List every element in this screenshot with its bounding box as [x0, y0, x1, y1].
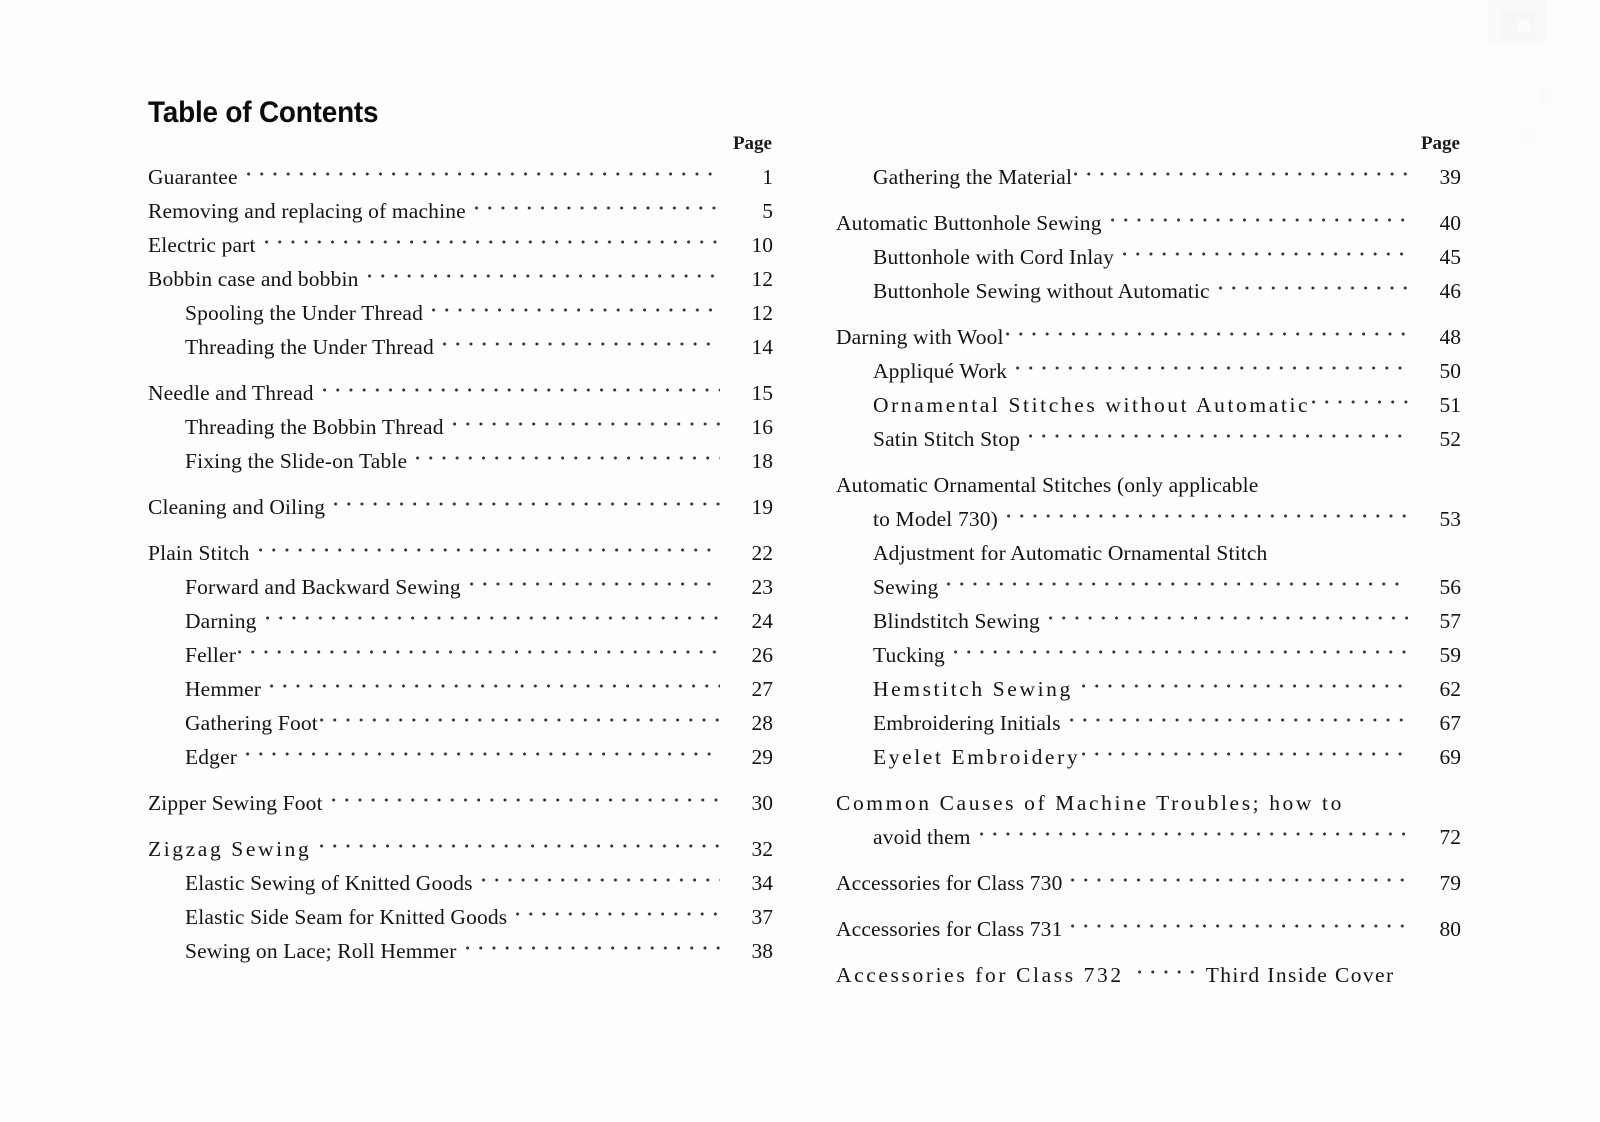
toc-entry-label: Gathering the Material — [873, 165, 1073, 189]
toc-entry-label: Accessories for Class 731 — [836, 917, 1063, 941]
toc-entry[interactable] — [836, 740, 1461, 774]
dot-leader — [475, 200, 720, 216]
toc-entry-label: Blindstitch Sewing — [873, 609, 1040, 633]
dot-leader — [1006, 326, 1408, 342]
toc-entry-label: Feller — [185, 643, 237, 667]
toc-entry-label: Buttonhole with Cord Inlay — [873, 245, 1114, 269]
dot-leader — [332, 792, 720, 808]
toc-entry-label: Electric part — [148, 233, 256, 257]
toc-entry[interactable] — [148, 444, 773, 478]
toc-entry-page: 5 — [762, 199, 773, 223]
toc-entry-page: 10 — [751, 233, 773, 257]
toc-entry-page: 56 — [1439, 575, 1461, 599]
toc-entry-label: Satin Stitch Stop — [873, 427, 1021, 451]
toc-entry-continuation[interactable] — [836, 570, 1461, 604]
dot-leader — [453, 416, 720, 432]
toc-entry-continuation[interactable] — [836, 502, 1461, 536]
toc-entry-label: to Model 730) — [873, 507, 998, 531]
dot-leader — [368, 268, 721, 284]
dot-leader — [1029, 428, 1408, 444]
toc-entry-page: 40 — [1439, 211, 1461, 235]
dot-leader — [320, 712, 720, 728]
dot-leader — [466, 940, 720, 956]
dot-leader — [1016, 360, 1408, 376]
toc-entry[interactable] — [836, 206, 1461, 240]
toc-entry-label: Automatic Buttonhole Sewing — [836, 211, 1102, 235]
toc-entry[interactable] — [836, 388, 1461, 422]
toc-entry[interactable] — [836, 274, 1461, 308]
toc-entry-label: Accessories for Class 732 — [836, 963, 1124, 987]
toc-entry-page: 80 — [1439, 917, 1461, 941]
toc-entry-label: Fixing the Slide-on Table — [185, 449, 408, 473]
dot-leader — [443, 336, 720, 352]
dot-leader — [270, 678, 720, 694]
toc-entry[interactable] — [836, 866, 1461, 900]
dot-leader — [1071, 872, 1408, 888]
toc-entry-label: Removing and replacing of machine — [148, 199, 466, 223]
toc-entry[interactable] — [148, 536, 773, 570]
toc-entry-label: Zigzag Sewing — [148, 837, 312, 861]
toc-entry-label: Threading the Under Thread — [185, 335, 434, 359]
toc-entry[interactable] — [148, 832, 773, 866]
toc-entry-label: Forward and Backward Sewing — [185, 575, 461, 599]
toc-entry[interactable] — [148, 330, 773, 364]
toc-entry-page: 1 — [762, 165, 773, 189]
toc-entry-page: 59 — [1439, 643, 1461, 667]
toc-entry-label: Eyelet Embroidery — [873, 745, 1081, 769]
toc-entry-page: 51 — [1439, 393, 1461, 417]
toc-entry-page: 72 — [1439, 825, 1461, 849]
toc-entry[interactable] — [836, 604, 1461, 638]
toc-entry[interactable] — [836, 320, 1461, 354]
toc-entry-page: 38 — [751, 939, 773, 963]
dot-leader — [1071, 918, 1408, 934]
toc-entry[interactable] — [836, 672, 1461, 706]
toc-entry[interactable] — [148, 228, 773, 262]
scan-artifact — [1488, 0, 1546, 42]
dot-leader — [1123, 246, 1408, 262]
toc-entry[interactable] — [836, 422, 1461, 456]
toc-entry-label: Appliqué Work — [873, 359, 1008, 383]
toc-entry-label: Edger — [185, 745, 238, 769]
scan-artifact — [1520, 128, 1536, 142]
toc-entry-label: Bobbin case and bobbin — [148, 267, 359, 291]
toc-entry-page: 16 — [751, 415, 773, 439]
toc-entry[interactable] — [148, 672, 773, 706]
toc-entry[interactable] — [148, 740, 773, 774]
dot-leader — [416, 450, 720, 466]
toc-entry-label: Darning — [185, 609, 257, 633]
toc-entry-label: Common Causes of Machine Troubles; how to — [836, 791, 1344, 815]
toc-entry[interactable] — [836, 638, 1461, 672]
dot-leader — [247, 166, 720, 182]
toc-entry[interactable] — [148, 194, 773, 228]
dot-leader — [265, 234, 720, 250]
dot-leader — [980, 826, 1408, 842]
toc-left-column — [148, 132, 773, 968]
toc-entry-wrapped-head[interactable] — [836, 786, 1461, 820]
toc-entry-label: Sewing — [873, 575, 939, 599]
toc-entry-label: Elastic Side Seam for Knitted Goods — [185, 905, 508, 929]
toc-entry-label: Tucking — [873, 643, 945, 667]
toc-entry-page: 19 — [751, 495, 773, 519]
toc-entry-label: Zipper Sewing Foot — [148, 791, 323, 815]
dot-leader — [1111, 212, 1408, 228]
dot-leader — [1219, 280, 1408, 296]
toc-right-column — [836, 132, 1461, 992]
toc-entry-page: 62 — [1439, 677, 1461, 701]
toc-entry-page: 30 — [751, 791, 773, 815]
toc-entry-page: 79 — [1439, 871, 1461, 895]
toc-entry-page: 12 — [751, 267, 773, 291]
toc-entry-page: 45 — [1439, 245, 1461, 269]
toc-entry-page: 57 — [1439, 609, 1461, 633]
dot-leader — [482, 872, 720, 888]
dot-leader — [1070, 712, 1408, 728]
toc-entry-label: Hemmer — [185, 677, 262, 701]
toc-entry-label: Automatic Ornamental Stitches (only applicable — [836, 473, 1259, 497]
toc-entry-label: Elastic Sewing of Knitted Goods — [185, 871, 473, 895]
toc-entry-label: Adjustment for Automatic Ornamental Stitch — [873, 541, 1268, 565]
toc-entry[interactable] — [148, 296, 773, 330]
toc-entry[interactable] — [148, 604, 773, 638]
toc-entry-page: 67 — [1439, 711, 1461, 735]
dot-leader — [259, 542, 720, 558]
dot-leader — [516, 906, 720, 922]
toc-entry-label: Ornamental Stitches without Automatic — [873, 393, 1311, 417]
scan-artifact — [1540, 90, 1554, 106]
page-column-header-right: Page — [1420, 133, 1460, 154]
toc-entry-label: Needle and Thread — [148, 381, 314, 405]
toc-entry-continuation[interactable] — [836, 820, 1461, 854]
dot-leader — [1074, 166, 1408, 182]
toc-entry-label: Hemstitch Sewing — [873, 677, 1073, 701]
toc-entry-page: 14 — [751, 335, 773, 359]
toc-entry[interactable] — [148, 934, 773, 968]
dot-leader — [266, 610, 720, 626]
toc-entry-page: 50 — [1439, 359, 1461, 383]
toc-entry-page: 32 — [751, 837, 773, 861]
dot-leader — [954, 644, 1408, 660]
page-column-header-left: Page — [732, 133, 772, 154]
toc-entry[interactable] — [148, 900, 773, 934]
dot-leader — [1312, 394, 1408, 410]
toc-entry[interactable] — [148, 706, 773, 740]
dot-leader — [1138, 964, 1196, 980]
toc-entry[interactable] — [148, 638, 773, 672]
toc-entry-page: 52 — [1439, 427, 1461, 451]
toc-entry[interactable] — [148, 410, 773, 444]
dot-leader — [1049, 610, 1408, 626]
toc-entry-page: 27 — [751, 677, 773, 701]
toc-entry-page: 24 — [751, 609, 773, 633]
toc-entry[interactable] — [836, 912, 1461, 946]
toc-entry-label: Threading the Bobbin Thread — [185, 415, 444, 439]
dot-leader — [432, 302, 720, 318]
page-title: Table of Contents — [148, 96, 379, 129]
dot-leader — [246, 746, 720, 762]
toc-entry-label: Gathering Foot — [185, 711, 318, 735]
toc-entry[interactable] — [148, 262, 773, 296]
dot-leader — [1082, 746, 1408, 762]
toc-entry-label: Guarantee — [148, 165, 238, 189]
toc-entry-label: Sewing on Lace; Roll Hemmer — [185, 939, 457, 963]
toc-entry[interactable] — [836, 958, 1461, 992]
toc-entry-label: Accessories for Class 730 — [836, 871, 1063, 895]
toc-entry-page: 23 — [751, 575, 773, 599]
toc-entry-label: Embroidering Initials — [873, 711, 1061, 735]
dot-leader — [1007, 508, 1408, 524]
dot-leader — [334, 496, 720, 512]
toc-entry-page: 37 — [751, 905, 773, 929]
dot-leader — [320, 838, 720, 854]
dot-leader — [947, 576, 1408, 592]
toc-entry[interactable] — [148, 376, 773, 410]
toc-entry-page: Third Inside Cover — [1205, 963, 1395, 987]
toc-entry-page: 39 — [1439, 165, 1461, 189]
toc-entry[interactable] — [148, 786, 773, 820]
toc-entry-list-right — [836, 160, 1461, 992]
toc-entry-page: 26 — [751, 643, 773, 667]
toc-entry[interactable] — [836, 706, 1461, 740]
toc-entry[interactable] — [836, 160, 1461, 194]
dot-leader — [323, 382, 720, 398]
toc-entry-page: 22 — [751, 541, 773, 565]
toc-entry[interactable] — [836, 240, 1461, 274]
toc-entry-page: 15 — [751, 381, 773, 405]
toc-entry-list-left — [148, 160, 773, 968]
scan-artifact — [1501, 10, 1535, 40]
toc-entry-wrapped-head[interactable] — [836, 468, 1461, 502]
scan-artifact — [1518, 20, 1530, 32]
toc-entry-wrapped-head[interactable] — [836, 536, 1461, 570]
toc-entry-label: Spooling the Under Thread — [185, 301, 424, 325]
toc-entry-page: 28 — [751, 711, 773, 735]
toc-entry-label: Buttonhole Sewing without Automatic — [873, 279, 1210, 303]
dot-leader — [470, 576, 720, 592]
toc-entry[interactable] — [148, 160, 773, 194]
toc-entry[interactable] — [148, 570, 773, 604]
toc-entry[interactable] — [148, 866, 773, 900]
toc-entry-page: 53 — [1439, 507, 1461, 531]
toc-entry-page: 34 — [751, 871, 773, 895]
toc-entry-page: 48 — [1439, 325, 1461, 349]
toc-entry-label: Cleaning and Oiling — [148, 495, 326, 519]
toc-entry-page: 69 — [1439, 745, 1461, 769]
toc-entry-label: avoid them — [873, 825, 971, 849]
dot-leader — [1082, 678, 1408, 694]
toc-entry-page: 12 — [751, 301, 773, 325]
toc-entry-page: 18 — [751, 449, 773, 473]
toc-entry-page: 46 — [1439, 279, 1461, 303]
toc-entry[interactable] — [148, 490, 773, 524]
toc-entry-page: 29 — [751, 745, 773, 769]
toc-entry[interactable] — [836, 354, 1461, 388]
toc-entry-label: Plain Stitch — [148, 541, 250, 565]
dot-leader — [238, 644, 720, 660]
toc-entry-label: Darning with Wool — [836, 325, 1004, 349]
